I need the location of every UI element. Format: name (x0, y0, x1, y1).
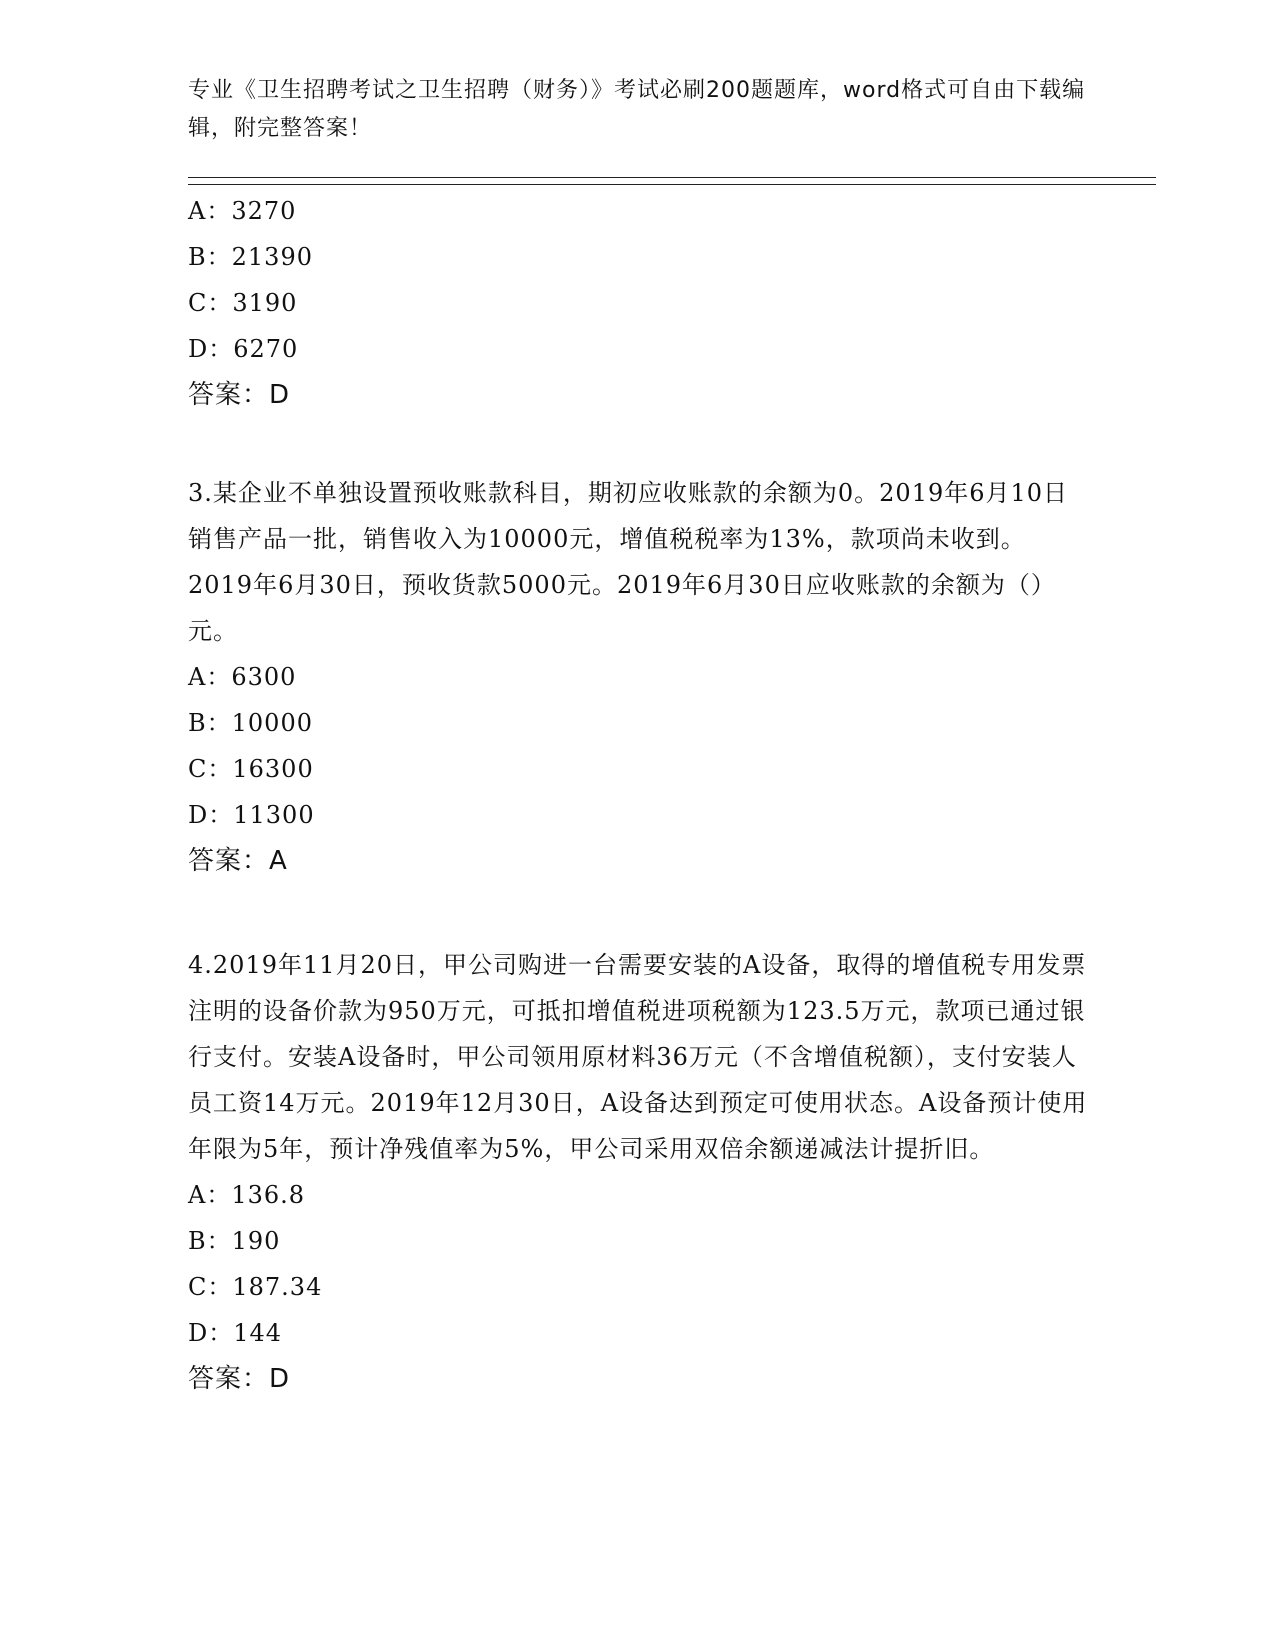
answer-line: 答案：D (188, 380, 291, 410)
document-header: 专业《卫生招聘考试之卫生招聘（财务）》考试必刷200题题库，word格式可自由下载编辑，附完整答案！ (188, 78, 1086, 141)
option-b: B：190 (188, 1227, 281, 1255)
answer-line: 答案：D (188, 1364, 291, 1394)
option-a: A：3270 (188, 197, 297, 225)
option-d: D：11300 (188, 801, 315, 829)
question-block (188, 188, 1088, 418)
option-a: A：136.8 (188, 1181, 306, 1209)
option-b: B：21390 (188, 243, 313, 271)
question-block (188, 470, 1088, 884)
option-c: C：187.34 (188, 1273, 323, 1301)
option-d: D：144 (188, 1319, 283, 1347)
option-a: A：6300 (188, 663, 297, 691)
option-c: C：3190 (188, 289, 298, 317)
question-block (188, 942, 1088, 1402)
header-divider (188, 177, 1156, 185)
answer-line: 答案：A (188, 846, 288, 876)
question-text: 4.2019年11月20日，甲公司购进一台需要安装的A设备，取得的增值税专用发票注明的设备价款为950万元，可抵扣增值税进项税额为123.5万元，款项已通过银行支付。安装A设备时，甲公司领用原材料36万元（不含增值税额），支付安装人员工资14万元。2019年12月30日，A设备达到预定可使用状态。A设备预计使用年限为5年，预计净残值率为5%，甲公司采用双倍余额递减法计提折旧。 (188, 951, 1088, 1163)
option-b: B：10000 (188, 709, 313, 737)
document-body (188, 188, 1088, 1402)
option-c: C：16300 (188, 755, 314, 783)
option-d: D：6270 (188, 335, 299, 363)
question-text: 3.某企业不单独设置预收账款科目，期初应收账款的余额为0。2019年6月10日销售产品一批，销售收入为10000元，增值税税率为13%，款项尚未收到。2019年6月30日，预收货款5000元。2019年6月30日应收账款的余额为（）元。 (188, 479, 1069, 645)
